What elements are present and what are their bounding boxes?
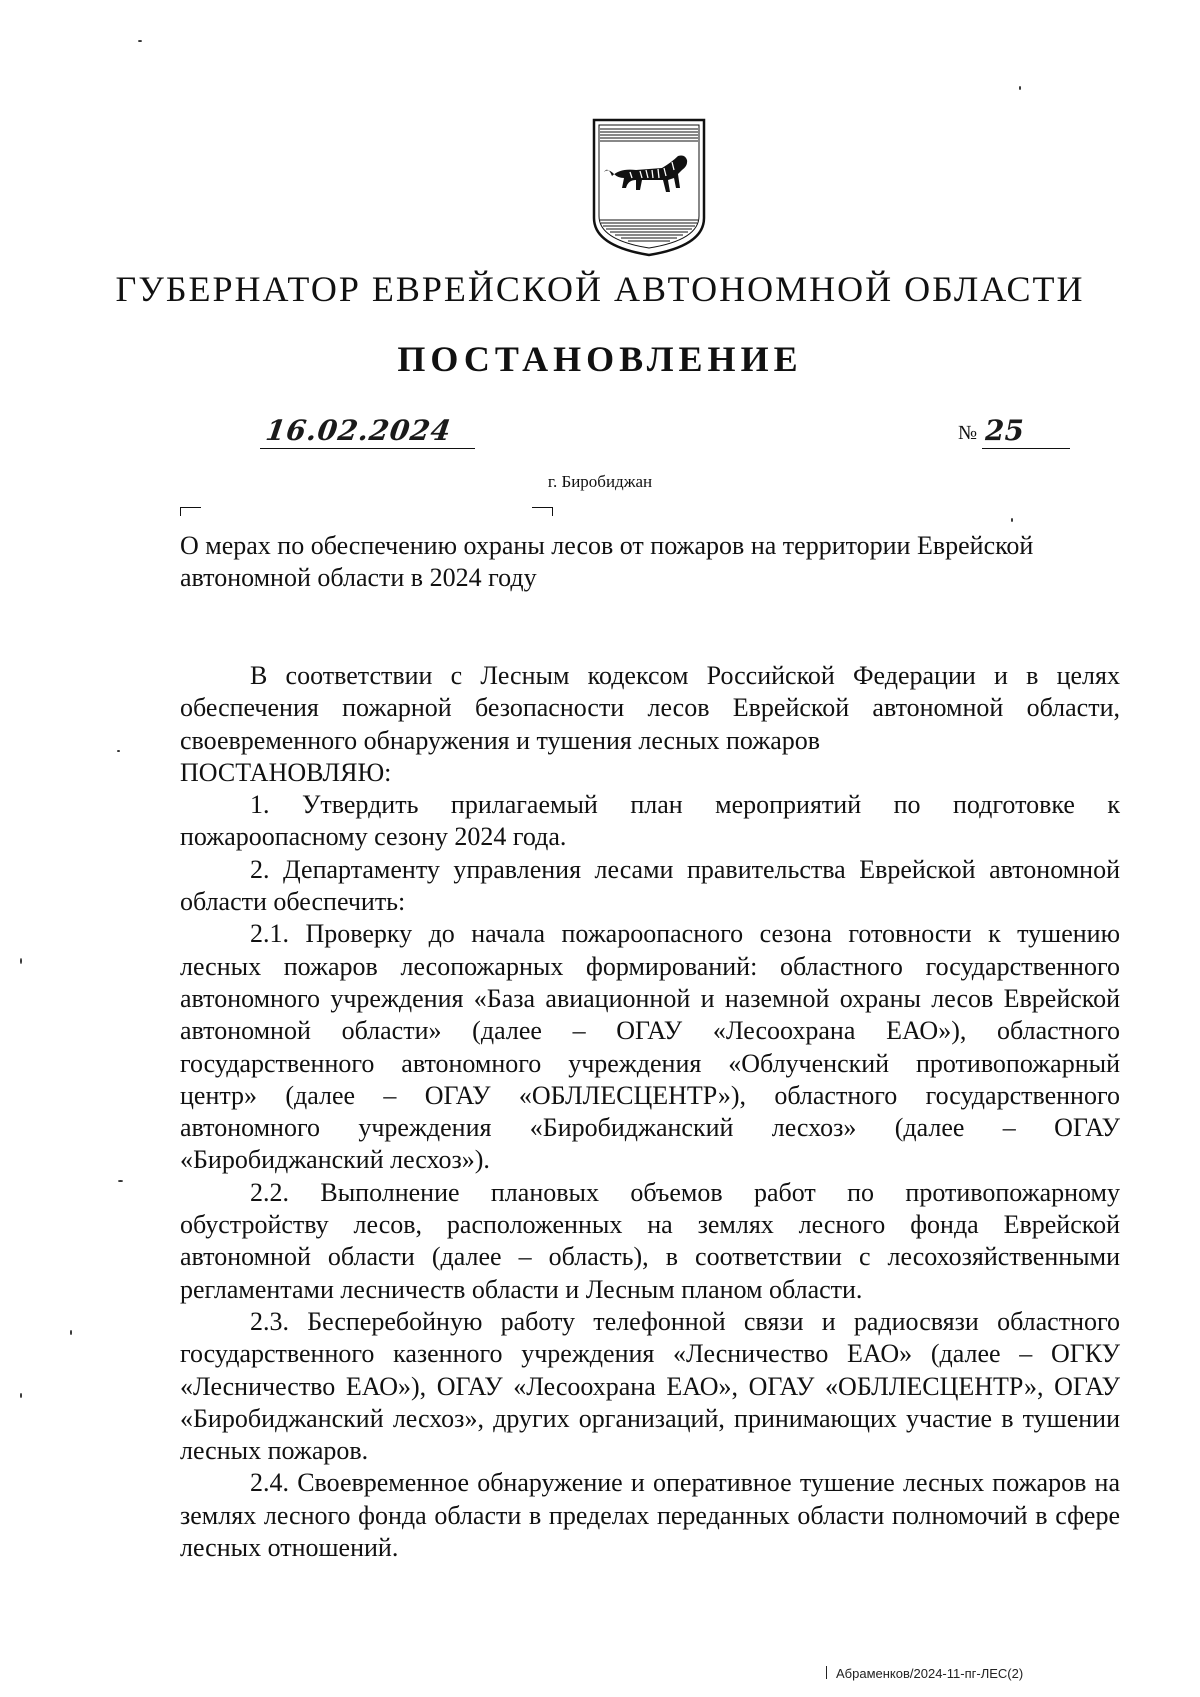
number-field [982,410,1070,449]
decree-word: ПОСТАНОВЛЯЮ: [180,757,392,787]
document-body [180,660,1120,1564]
clause-1: 1. Утвердить прилагаемый план мероприятий по подготовке к пожароопасному сезону 2024 года. [180,790,1120,852]
footer-reference: Абраменков/2024-11-пг-ЛЕС(2) [836,1666,1024,1681]
scan-speck [1019,86,1021,90]
tiger-coat-of-arms-icon [590,116,708,258]
scan-speck [117,750,120,752]
subject-corner-mark-left [180,507,201,516]
scan-speck [138,40,142,42]
handwritten-date: 16.02.2024 [263,414,454,447]
footer-divider [826,1666,827,1679]
scan-speck [118,1180,123,1182]
subject-corner-mark-right [532,507,553,516]
clause-2-1: 2.1. Проверку до начала пожароопасного сезона готовности к тушению лесных пожаров лесопожарных формирований: областного государственного автономного учреждения «База авиационной и наземной охраны лесов Еврейской автономной области» (далее – ОГАУ «Лесоохрана ЕАО»), областного государственного автономного учреждения «Облученский противопожарный центр» (далее – ОГАУ «ОБЛЛЕСЦЕНТР»), областного государственного автономного учреждения «Биробиджанский лесхоз» (далее – ОГАУ «Биробиджанский лесхоз»). [180,919,1120,1175]
date-field [260,410,475,449]
clause-2-4: 2.4. Своевременное обнаружение и оперативное тушение лесных пожаров на землях лесного фонда области в пределах переданных области полномочий в сфере лесных отношений. [180,1468,1120,1563]
scan-speck [70,1330,72,1335]
clause-2: 2. Департаменту управления лесами правительства Еврейской автономной области обеспечить: [180,854,1120,917]
scan-speck [20,1393,22,1398]
scan-speck [1011,518,1013,522]
clause-2-2: 2.2. Выполнение плановых объемов работ по противопожарному обустройству лесов, расположенных на землях лесного фонда Еврейской автономной области (далее – область), в соответствии с лесохозяйственными регламентами лесничеств области и Лесным планом области. [180,1177,1120,1304]
scan-speck [20,958,22,964]
issue-city: г. Биробиджан [547,472,653,491]
document-type-heading: ПОСТАНОВЛЕНИЕ [397,339,803,379]
handwritten-number: 25 [985,414,1024,447]
number-label: № [958,422,978,444]
preamble-paragraph: В соответствии с Лесным кодексом Российской Федерации и в целях обеспечения пожарной безопасности лесов Еврейской автономной области, своевременного обнаружения и тушения лесных пожаров [180,661,1120,755]
document-subject: О мерах по обеспечению охраны лесов от пожаров на территории Еврейской автономной области в 2024 году [180,531,1034,592]
issuing-authority-title: ГУБЕРНАТОР ЕВРЕЙСКОЙ АВТОНОМНОЙ ОБЛАСТИ [115,269,1085,309]
clause-2-3: 2.3. Бесперебойную работу телефонной связи и радиосвязи областного государственного казенного учреждения «Лесничество ЕАО» (далее – ОГКУ «Лесничество ЕАО»), ОГАУ «Лесоохрана ЕАО», ОГАУ «ОБЛЛЕСЦЕНТР», ОГАУ «Биробиджанский лесхоз», других организаций, принимающих участие в тушении лесных пожаров. [180,1306,1120,1466]
